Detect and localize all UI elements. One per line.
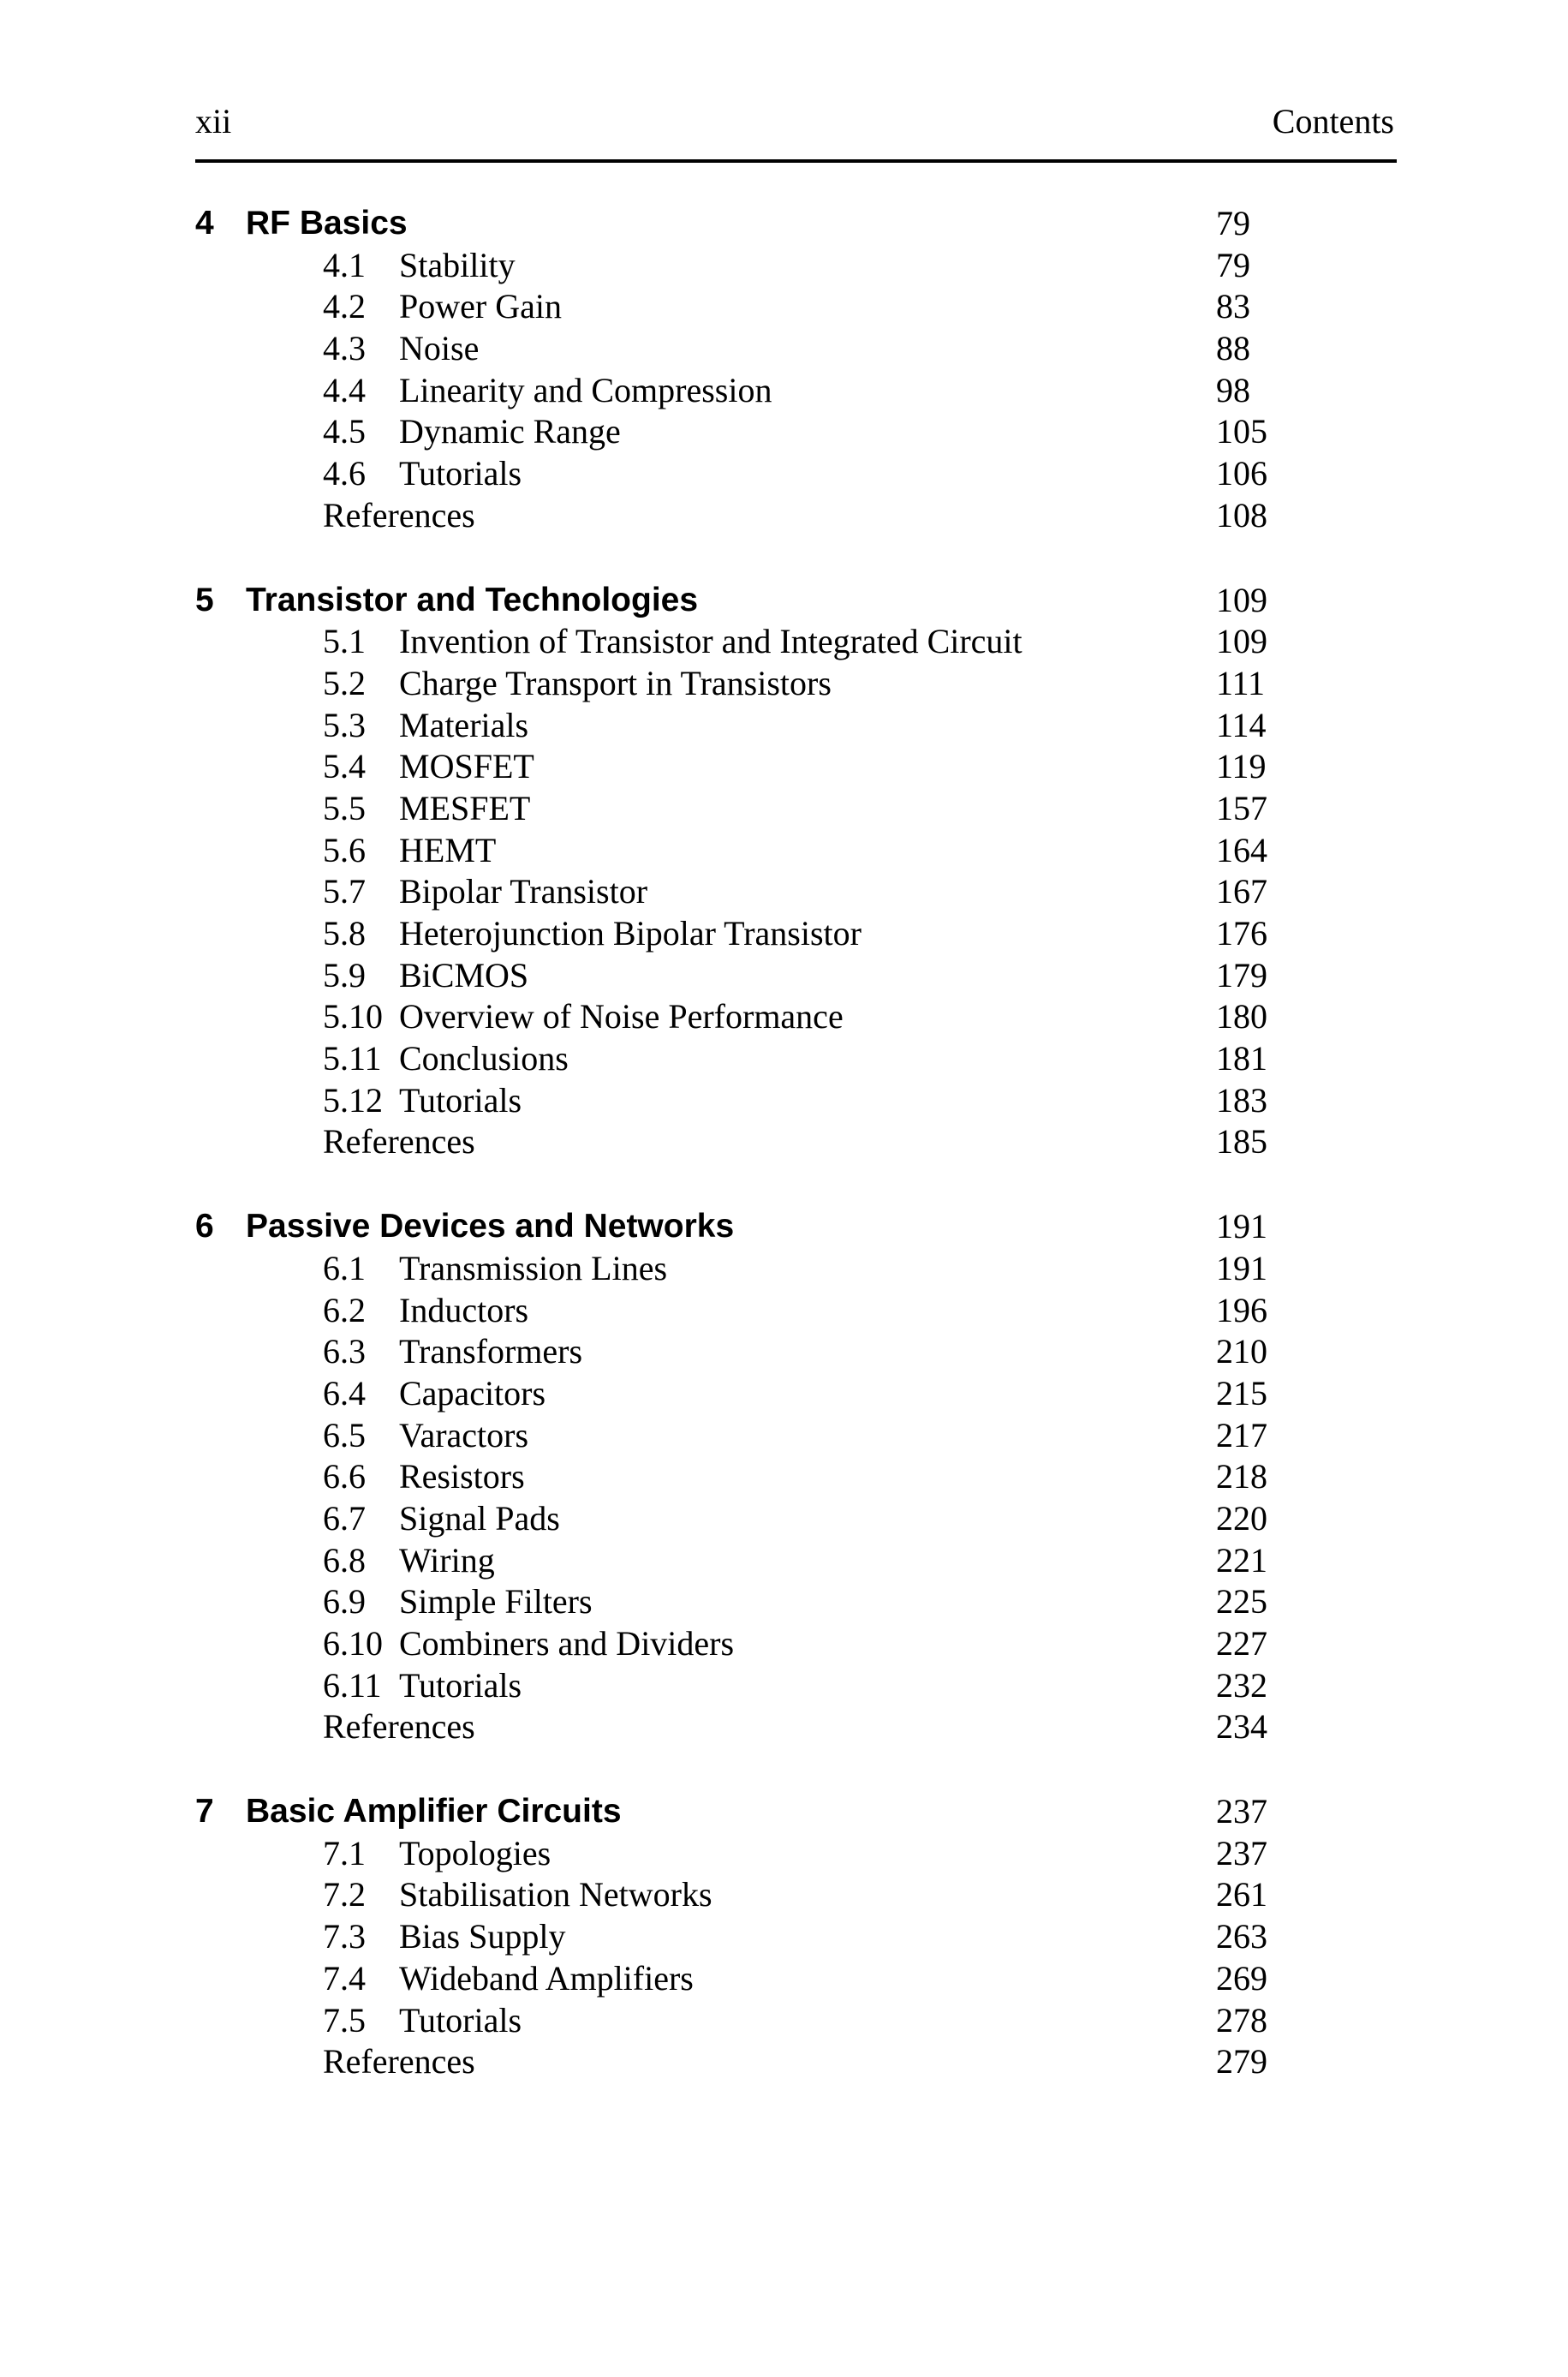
section-page-number: 179 <box>1216 955 1267 994</box>
toc-section-entry[interactable] <box>0 830 1568 872</box>
toc-section-entry[interactable] <box>0 955 1568 997</box>
section-title: Resistors <box>399 1457 525 1496</box>
toc-references-entry[interactable] <box>0 2041 1568 2083</box>
chapter-page-number: 109 <box>1216 580 1267 619</box>
toc-section-entry[interactable] <box>0 1080 1568 1122</box>
section-page-number: 218 <box>1216 1457 1267 1496</box>
section-page-number: 261 <box>1216 1875 1267 1914</box>
toc-section-entry[interactable] <box>0 1958 1568 2000</box>
section-page-number: 119 <box>1216 747 1267 786</box>
section-title: HEMT <box>399 830 497 869</box>
section-title: Power Gain <box>399 287 562 326</box>
section-page-number: 210 <box>1216 1332 1267 1371</box>
references-page-number: 234 <box>1216 1707 1267 1747</box>
section-number: 4.5 <box>323 412 366 451</box>
section-number: 5.3 <box>323 705 366 744</box>
section-page-number: 157 <box>1216 788 1267 827</box>
toc-section-entry[interactable] <box>0 1874 1568 1916</box>
section-title: Transformers <box>399 1332 583 1371</box>
section-title: BiCMOS <box>399 955 529 994</box>
section-number: 6.10 <box>323 1624 383 1663</box>
section-title: Combiners and Dividers <box>399 1624 735 1663</box>
chapter-number: 6 <box>195 1208 214 1245</box>
chapter-number: 4 <box>195 205 214 242</box>
section-number: 4.3 <box>323 329 366 368</box>
section-number: 6.9 <box>323 1582 366 1621</box>
section-title: Capacitors <box>399 1373 546 1412</box>
toc-section-entry[interactable] <box>0 1038 1568 1080</box>
toc-chapter <box>0 1206 1568 1748</box>
chapter-title: RF Basics <box>246 205 408 242</box>
toc-section-entry[interactable] <box>0 1456 1568 1498</box>
section-page-number: 79 <box>1216 245 1250 284</box>
section-number: 6.4 <box>323 1373 366 1412</box>
section-title: Dynamic Range <box>399 412 621 451</box>
toc-section-entry[interactable] <box>0 370 1568 412</box>
section-page-number: 232 <box>1216 1665 1267 1705</box>
section-number: 6.8 <box>323 1540 366 1580</box>
section-page-number: 105 <box>1216 412 1267 451</box>
chapter-title: Passive Devices and Networks <box>246 1208 735 1245</box>
chapter-number: 7 <box>195 1793 214 1831</box>
chapter-page-number: 79 <box>1216 204 1250 242</box>
section-title: Overview of Noise Performance <box>399 997 844 1036</box>
toc-section-entry[interactable] <box>0 663 1568 705</box>
section-page-number: 106 <box>1216 454 1267 493</box>
section-page-number: 167 <box>1216 872 1267 911</box>
section-title: Tutorials <box>399 2000 522 2040</box>
section-number: 6.5 <box>323 1415 366 1454</box>
section-page-number: 181 <box>1216 1039 1267 1078</box>
toc-section-entry[interactable] <box>0 1581 1568 1623</box>
chapter-heading[interactable] <box>0 203 1568 245</box>
section-title: Inductors <box>399 1290 529 1329</box>
toc-section-entry[interactable] <box>0 788 1568 830</box>
section-title: Simple Filters <box>399 1582 593 1621</box>
section-title: Charge Transport in Transistors <box>399 663 832 702</box>
section-page-number: 269 <box>1216 1958 1267 1998</box>
references-page-number: 108 <box>1216 495 1267 535</box>
toc-section-entry[interactable] <box>0 411 1568 453</box>
references-label: References <box>323 495 475 535</box>
section-title: Tutorials <box>399 454 522 493</box>
section-number: 7.3 <box>323 1917 366 1956</box>
section-page-number: 88 <box>1216 329 1250 368</box>
section-number: 6.6 <box>323 1457 366 1496</box>
toc-section-entry[interactable] <box>0 1415 1568 1457</box>
section-page-number: 111 <box>1216 663 1266 702</box>
toc-section-entry[interactable] <box>0 286 1568 328</box>
section-number: 4.1 <box>323 245 366 284</box>
section-number: 6.11 <box>323 1665 382 1705</box>
section-title: Bias Supply <box>399 1917 566 1956</box>
toc-references-entry[interactable] <box>0 1121 1568 1163</box>
section-title: MESFET <box>399 788 531 827</box>
section-title: Conclusions <box>399 1039 569 1078</box>
toc-section-entry[interactable] <box>0 1331 1568 1373</box>
section-number: 5.6 <box>323 830 366 869</box>
toc-section-entry[interactable] <box>0 453 1568 495</box>
section-title: Transmission Lines <box>399 1248 668 1287</box>
section-title: Stabilisation Networks <box>399 1875 712 1914</box>
section-number: 6.3 <box>323 1332 366 1371</box>
section-page-number: 215 <box>1216 1373 1267 1412</box>
references-page-number: 185 <box>1216 1122 1267 1162</box>
toc-section-entry[interactable] <box>0 1248 1568 1290</box>
section-title: Linearity and Compression <box>399 370 772 409</box>
toc-section-entry[interactable] <box>0 2000 1568 2042</box>
section-number: 5.8 <box>323 914 366 953</box>
section-title: Tutorials <box>399 1080 522 1120</box>
section-page-number: 164 <box>1216 830 1267 869</box>
section-number: 4.2 <box>323 287 366 326</box>
section-number: 4.4 <box>323 370 366 409</box>
toc-section-entry[interactable] <box>0 245 1568 287</box>
section-number: 5.2 <box>323 663 366 702</box>
chapter-heading[interactable] <box>0 1791 1568 1833</box>
section-number: 5.1 <box>323 622 366 661</box>
section-number: 6.2 <box>323 1290 366 1329</box>
section-title: MOSFET <box>399 747 534 786</box>
references-page-number: 279 <box>1216 2042 1267 2081</box>
chapter-page-number: 237 <box>1216 1792 1267 1831</box>
section-number: 5.4 <box>323 747 366 786</box>
toc-chapter <box>0 580 1568 1164</box>
section-number: 7.4 <box>323 1958 366 1998</box>
section-page-number: 176 <box>1216 914 1267 953</box>
section-number: 5.7 <box>323 872 366 911</box>
section-title: Tutorials <box>399 1665 522 1705</box>
section-title: Topologies <box>399 1833 551 1872</box>
chapter-heading[interactable] <box>0 580 1568 622</box>
toc-section-entry[interactable] <box>0 1373 1568 1415</box>
section-title: Signal Pads <box>399 1498 560 1538</box>
section-number: 5.10 <box>323 997 383 1036</box>
section-title: Stability <box>399 245 516 284</box>
section-number: 6.1 <box>323 1248 366 1287</box>
section-page-number: 225 <box>1216 1582 1267 1621</box>
section-number: 5.9 <box>323 955 366 994</box>
section-page-number: 191 <box>1216 1248 1267 1287</box>
toc-section-entry[interactable] <box>0 913 1568 955</box>
chapter-title: Basic Amplifier Circuits <box>246 1793 622 1831</box>
section-number: 7.1 <box>323 1833 366 1872</box>
section-page-number: 227 <box>1216 1624 1267 1663</box>
toc-section-entry[interactable] <box>0 1540 1568 1582</box>
toc-section-entry[interactable] <box>0 1665 1568 1707</box>
chapter-number: 5 <box>195 581 214 618</box>
section-page-number: 217 <box>1216 1415 1267 1454</box>
section-page-number: 183 <box>1216 1080 1267 1120</box>
section-page-number: 278 <box>1216 2000 1267 2040</box>
references-label: References <box>323 2042 475 2081</box>
section-number: 5.5 <box>323 788 366 827</box>
toc-section-entry[interactable] <box>0 746 1568 788</box>
toc-section-entry[interactable] <box>0 1833 1568 1875</box>
toc-section-entry[interactable] <box>0 621 1568 663</box>
section-page-number: 180 <box>1216 997 1267 1036</box>
section-number: 5.12 <box>323 1080 383 1120</box>
toc-section-entry[interactable] <box>0 1623 1568 1665</box>
toc-section-entry[interactable] <box>0 871 1568 913</box>
section-page-number: 196 <box>1216 1290 1267 1329</box>
references-label: References <box>323 1122 475 1162</box>
section-title: Noise <box>399 329 480 368</box>
running-title: Contents <box>1272 102 1394 140</box>
toc-references-entry[interactable] <box>0 1706 1568 1748</box>
chapter-page-number: 191 <box>1216 1207 1267 1246</box>
toc-section-entry[interactable] <box>0 996 1568 1038</box>
toc-section-entry[interactable] <box>0 1290 1568 1332</box>
section-title: Materials <box>399 705 529 744</box>
header-rule <box>195 159 1397 163</box>
section-page-number: 83 <box>1216 287 1250 326</box>
section-number: 6.7 <box>323 1498 366 1538</box>
section-title: Invention of Transistor and Integrated Circuit <box>399 622 1022 661</box>
chapter-title: Transistor and Technologies <box>246 581 699 618</box>
running-head <box>195 101 1394 152</box>
page-number: xii <box>195 102 232 140</box>
section-title: Heterojunction Bipolar Transistor <box>399 914 862 953</box>
section-page-number: 237 <box>1216 1833 1267 1872</box>
section-title: Wiring <box>399 1540 495 1580</box>
toc-references-entry[interactable] <box>0 495 1568 537</box>
table-of-contents <box>0 203 1568 2126</box>
toc-section-entry[interactable] <box>0 1916 1568 1958</box>
toc-section-entry[interactable] <box>0 1498 1568 1540</box>
section-page-number: 220 <box>1216 1498 1267 1538</box>
toc-chapter <box>0 203 1568 537</box>
section-title: Varactors <box>399 1415 529 1454</box>
section-number: 7.2 <box>323 1875 366 1914</box>
toc-chapter <box>0 1791 1568 2083</box>
section-page-number: 114 <box>1216 705 1267 744</box>
references-label: References <box>323 1707 475 1747</box>
section-page-number: 98 <box>1216 370 1250 409</box>
section-number: 4.6 <box>323 454 366 493</box>
chapter-heading[interactable] <box>0 1206 1568 1248</box>
section-title: Wideband Amplifiers <box>399 1958 694 1998</box>
section-number: 7.5 <box>323 2000 366 2040</box>
section-number: 5.11 <box>323 1039 382 1078</box>
section-title: Bipolar Transistor <box>399 872 648 911</box>
section-page-number: 109 <box>1216 622 1267 661</box>
section-page-number: 221 <box>1216 1540 1267 1580</box>
toc-section-entry[interactable] <box>0 705 1568 747</box>
toc-section-entry[interactable] <box>0 328 1568 370</box>
section-page-number: 263 <box>1216 1917 1267 1956</box>
